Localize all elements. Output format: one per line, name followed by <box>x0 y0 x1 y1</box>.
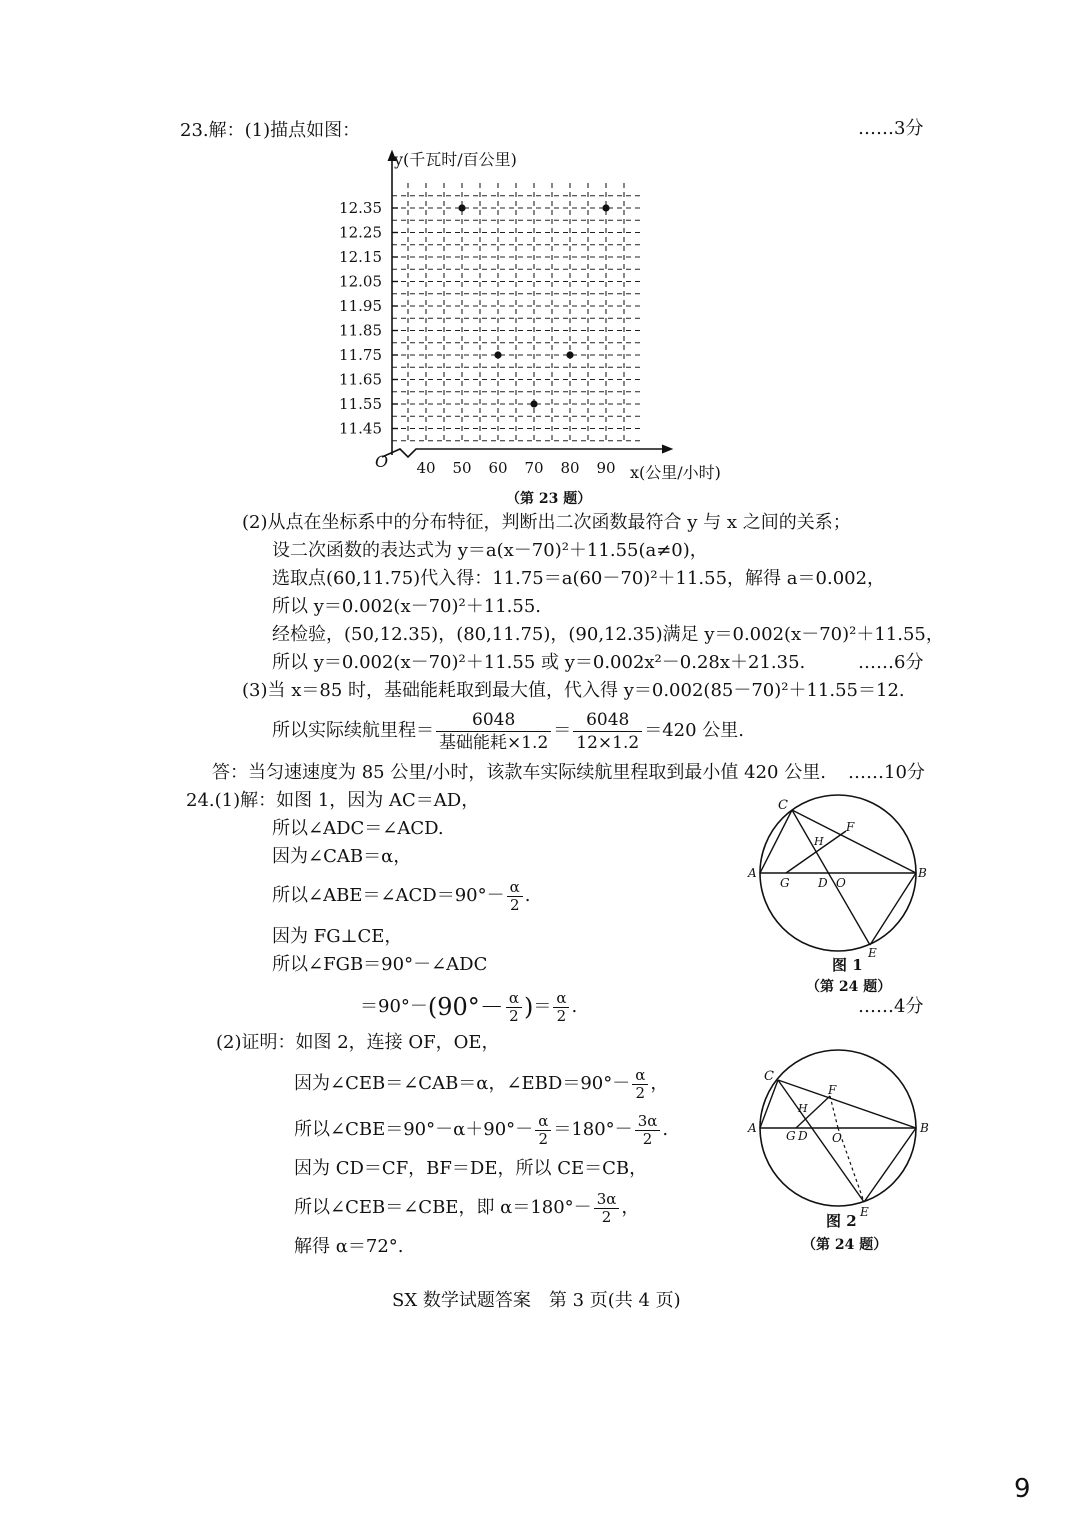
q24-score-4: ……4分 <box>858 996 924 1017</box>
line6-fraction-2 <box>553 990 569 1025</box>
formula-result: ＝420 公里. <box>644 720 745 741</box>
y-tick-label: 12.15 <box>339 248 382 266</box>
fig2-label-c: C <box>764 1069 774 1084</box>
y-tick-label: 11.45 <box>339 419 382 438</box>
q24-part1-line1: 所以∠ADC＝∠ACD. <box>272 818 444 839</box>
data-point <box>494 351 501 358</box>
line3-suffix: . <box>524 885 531 906</box>
fig1-label-g: G <box>780 876 790 890</box>
formula-equals: ＝ <box>553 720 572 741</box>
q24-part2-line1 <box>294 1064 668 1104</box>
fraction-2-denominator: 12×1.2 <box>576 732 640 753</box>
fraction-1-denominator: 基础能耗×1.2 <box>439 732 549 753</box>
fig2-label-h: H <box>798 1102 808 1115</box>
y-tick-label: 11.95 <box>339 297 382 315</box>
fig2-label-o: O <box>832 1131 842 1145</box>
fraction-denominator: 2 <box>556 1006 567 1025</box>
data-point <box>602 204 609 211</box>
fraction-numerator: α <box>535 1113 551 1131</box>
line4-suffix: ， <box>621 1197 640 1218</box>
fraction-1-numerator: 6048 <box>436 709 551 732</box>
x-tick-label: 70 <box>524 459 544 477</box>
y-tick-label: 11.75 <box>339 346 382 364</box>
fraction-denominator: 2 <box>509 895 520 914</box>
q23-part2-intro: (2)从点在坐标系中的分布特征，判断出二次函数最符合 y 与 x 之间的关系； <box>242 512 851 533</box>
data-point <box>566 351 573 358</box>
fig1-label-f: F <box>846 820 855 834</box>
fraction-denominator: 2 <box>642 1129 653 1148</box>
x-axis-arrow <box>662 445 672 453</box>
line2-mid: ＝180°－ <box>553 1119 633 1140</box>
line2-fraction-1 <box>535 1113 551 1148</box>
chart-x-tick-labels <box>416 459 615 477</box>
q24-part2-line2 <box>294 1110 668 1150</box>
q24-part1-line4: 因为 FG⊥CE， <box>272 926 403 947</box>
fig1-label-b: B <box>918 866 927 880</box>
line6-fraction-1 <box>506 990 522 1025</box>
page-footer: SX 数学试题答案 第 3 页(共 4 页) <box>392 1290 681 1311</box>
y-tick-label: 11.65 <box>339 370 382 389</box>
chart-x-axis-label: x(公里/小时) <box>630 463 721 482</box>
x-tick-label: 40 <box>416 459 436 477</box>
line4-prefix: 所以∠CEB＝∠CBE，即 α＝180°－ <box>294 1197 592 1218</box>
fig1-label-h: H <box>814 835 824 848</box>
y-tick-label: 11.55 <box>339 395 382 413</box>
q24-part2-line5: 解得 α＝72°. <box>294 1236 404 1257</box>
y-tick-label: 12.35 <box>339 199 382 217</box>
fig1-label-e: E <box>868 946 877 960</box>
q24-figure-1-caption: （第 24 题） <box>806 979 892 995</box>
fig1-label-c: C <box>778 798 788 813</box>
x-tick-label: 50 <box>452 459 472 477</box>
fig2-segment-ca <box>760 1080 778 1128</box>
q23-heading: 23.解：(1)描点如图： <box>180 120 361 141</box>
fig1-label-d: D <box>818 876 828 890</box>
line6-a: ＝90°－ <box>360 996 428 1017</box>
line3-prefix: 所以∠ABE＝∠ACD＝90°－ <box>272 885 505 906</box>
fraction-2 <box>573 709 642 754</box>
fraction-numerator: α <box>506 990 522 1008</box>
fraction-numerator: 3α <box>594 1191 620 1209</box>
q23-score-6: ……6分 <box>858 652 924 673</box>
fig2-label-b: B <box>920 1121 929 1135</box>
y-tick-label: 12.25 <box>339 223 382 242</box>
chart-y-axis-label: y(千瓦时/百公里) <box>394 150 517 169</box>
line1-suffix: ， <box>650 1073 669 1094</box>
line6-equals: ＝ <box>533 996 552 1017</box>
fig2-label-a: A <box>748 1121 757 1135</box>
q23-scatter-chart <box>330 145 750 485</box>
q24-part2-line4 <box>294 1188 639 1228</box>
fig2-label-f: F <box>828 1083 837 1097</box>
x-tick-label: 60 <box>488 459 508 477</box>
q23-part2-line3: 所以 y＝0.002(x－70)²＋11.55. <box>272 596 541 617</box>
line2-prefix: 所以∠CBE＝90°－α＋90°－ <box>294 1119 534 1140</box>
q23-score-3: ……3分 <box>858 118 924 139</box>
q23-part2-line2: 选取点(60,11.75)代入得：11.75＝a(60－70)²＋11.55，解得 a＝0.002， <box>272 568 886 589</box>
alpha-over-2-fraction <box>507 879 523 914</box>
q24-figure-2 <box>748 1050 948 1230</box>
data-point <box>458 204 465 211</box>
fraction-denominator: 2 <box>538 1129 549 1148</box>
fig2-segment-oe <box>838 1128 864 1202</box>
fraction-denominator: 2 <box>601 1207 612 1226</box>
fig2-segment-be <box>864 1128 916 1202</box>
q24-part1-line3 <box>272 876 531 916</box>
fig2-label-e: E <box>860 1205 869 1219</box>
q24-part2-line0: (2)证明：如图 2，连接 OF，OE， <box>216 1032 500 1053</box>
line6-suffix: . <box>571 996 578 1017</box>
q23-part2-line4: 经检验，(50,12.35)，(80,11.75)，(90,12.35)满足 y＝0.002(x－70)²＋11.55， <box>272 624 944 645</box>
fraction-denominator: 2 <box>635 1083 646 1102</box>
fig1-label-o: O <box>836 876 846 890</box>
q23-part2-line1: 设二次函数的表达式为 y＝a(x－70)²＋11.55(a≠0)， <box>272 540 708 561</box>
fraction-numerator: α <box>632 1067 648 1085</box>
fig1-segment-ca <box>760 810 792 873</box>
q24-figure-1-label: 图 1 <box>832 956 863 974</box>
q24-part1-line6 <box>360 986 577 1028</box>
fraction-denominator: 2 <box>509 1006 519 1025</box>
line4-fraction <box>594 1191 620 1226</box>
page-number: 9 <box>1014 1474 1031 1504</box>
chart-origin-label: O <box>375 452 389 471</box>
fraction-numerator: α <box>553 990 569 1008</box>
x-tick-label: 80 <box>560 459 580 477</box>
x-axis-with-break <box>382 449 670 457</box>
line6-paren-close: ) <box>523 993 534 1021</box>
fraction-numerator: 3α <box>635 1113 661 1131</box>
fig1-segment-be <box>870 873 916 945</box>
q24-part1-line5: 所以∠FGB＝90°－∠ADC <box>272 954 488 975</box>
chart-points <box>458 204 609 407</box>
fraction-1 <box>436 709 551 754</box>
q24-figure-2-caption: （第 24 题） <box>802 1237 888 1253</box>
fraction-2-numerator: 6048 <box>573 709 642 732</box>
q23-part3-formula <box>272 708 744 754</box>
q24-figure-2-label: 图 2 <box>826 1212 857 1230</box>
q23-answer: 答：当匀速速度为 85 公里/小时，该款车实际续航里程取到最小值 420 公里. <box>212 762 826 783</box>
q23-figure-caption: （第 23 题） <box>506 491 592 507</box>
line2-suffix: . <box>662 1119 669 1140</box>
y-tick-label: 11.85 <box>339 321 382 340</box>
data-point <box>530 400 537 407</box>
q24-part1-line0: 24.(1)解：如图 1，因为 AC＝AD， <box>186 790 480 811</box>
fig1-label-a: A <box>748 866 757 880</box>
x-tick-label: 90 <box>596 459 616 477</box>
q24-part1-line2: 因为∠CAB＝α， <box>272 846 412 867</box>
formula-prefix: 所以实际续航里程＝ <box>272 720 434 741</box>
line2-fraction-2 <box>635 1113 661 1148</box>
q24-part2-line3: 因为 CD＝CF，BF＝DE，所以 CE＝CB， <box>294 1158 648 1179</box>
y-tick-label: 12.05 <box>339 272 382 291</box>
chart-grid <box>392 183 642 443</box>
chart-y-tick-labels <box>339 199 398 438</box>
line1-prefix: 因为∠CEB＝∠CAB＝α，∠EBD＝90°－ <box>294 1073 631 1094</box>
q23-part3-line1: (3)当 x＝85 时，基础能耗取到最大值，代入得 y＝0.002(85－70)²＋11.55＝12. <box>242 680 905 701</box>
fraction-numerator: α <box>507 879 523 897</box>
q23-score-10: ……10分 <box>848 762 925 783</box>
line1-fraction <box>632 1067 648 1102</box>
q23-part2-line5: 所以 y＝0.002(x－70)²＋11.55 或 y＝0.002x²－0.28x＋21.35. <box>272 652 806 673</box>
fig2-label-g: G <box>786 1129 796 1143</box>
line6-paren-open: (90°－ <box>427 993 504 1021</box>
fig2-label-d: D <box>798 1129 808 1143</box>
